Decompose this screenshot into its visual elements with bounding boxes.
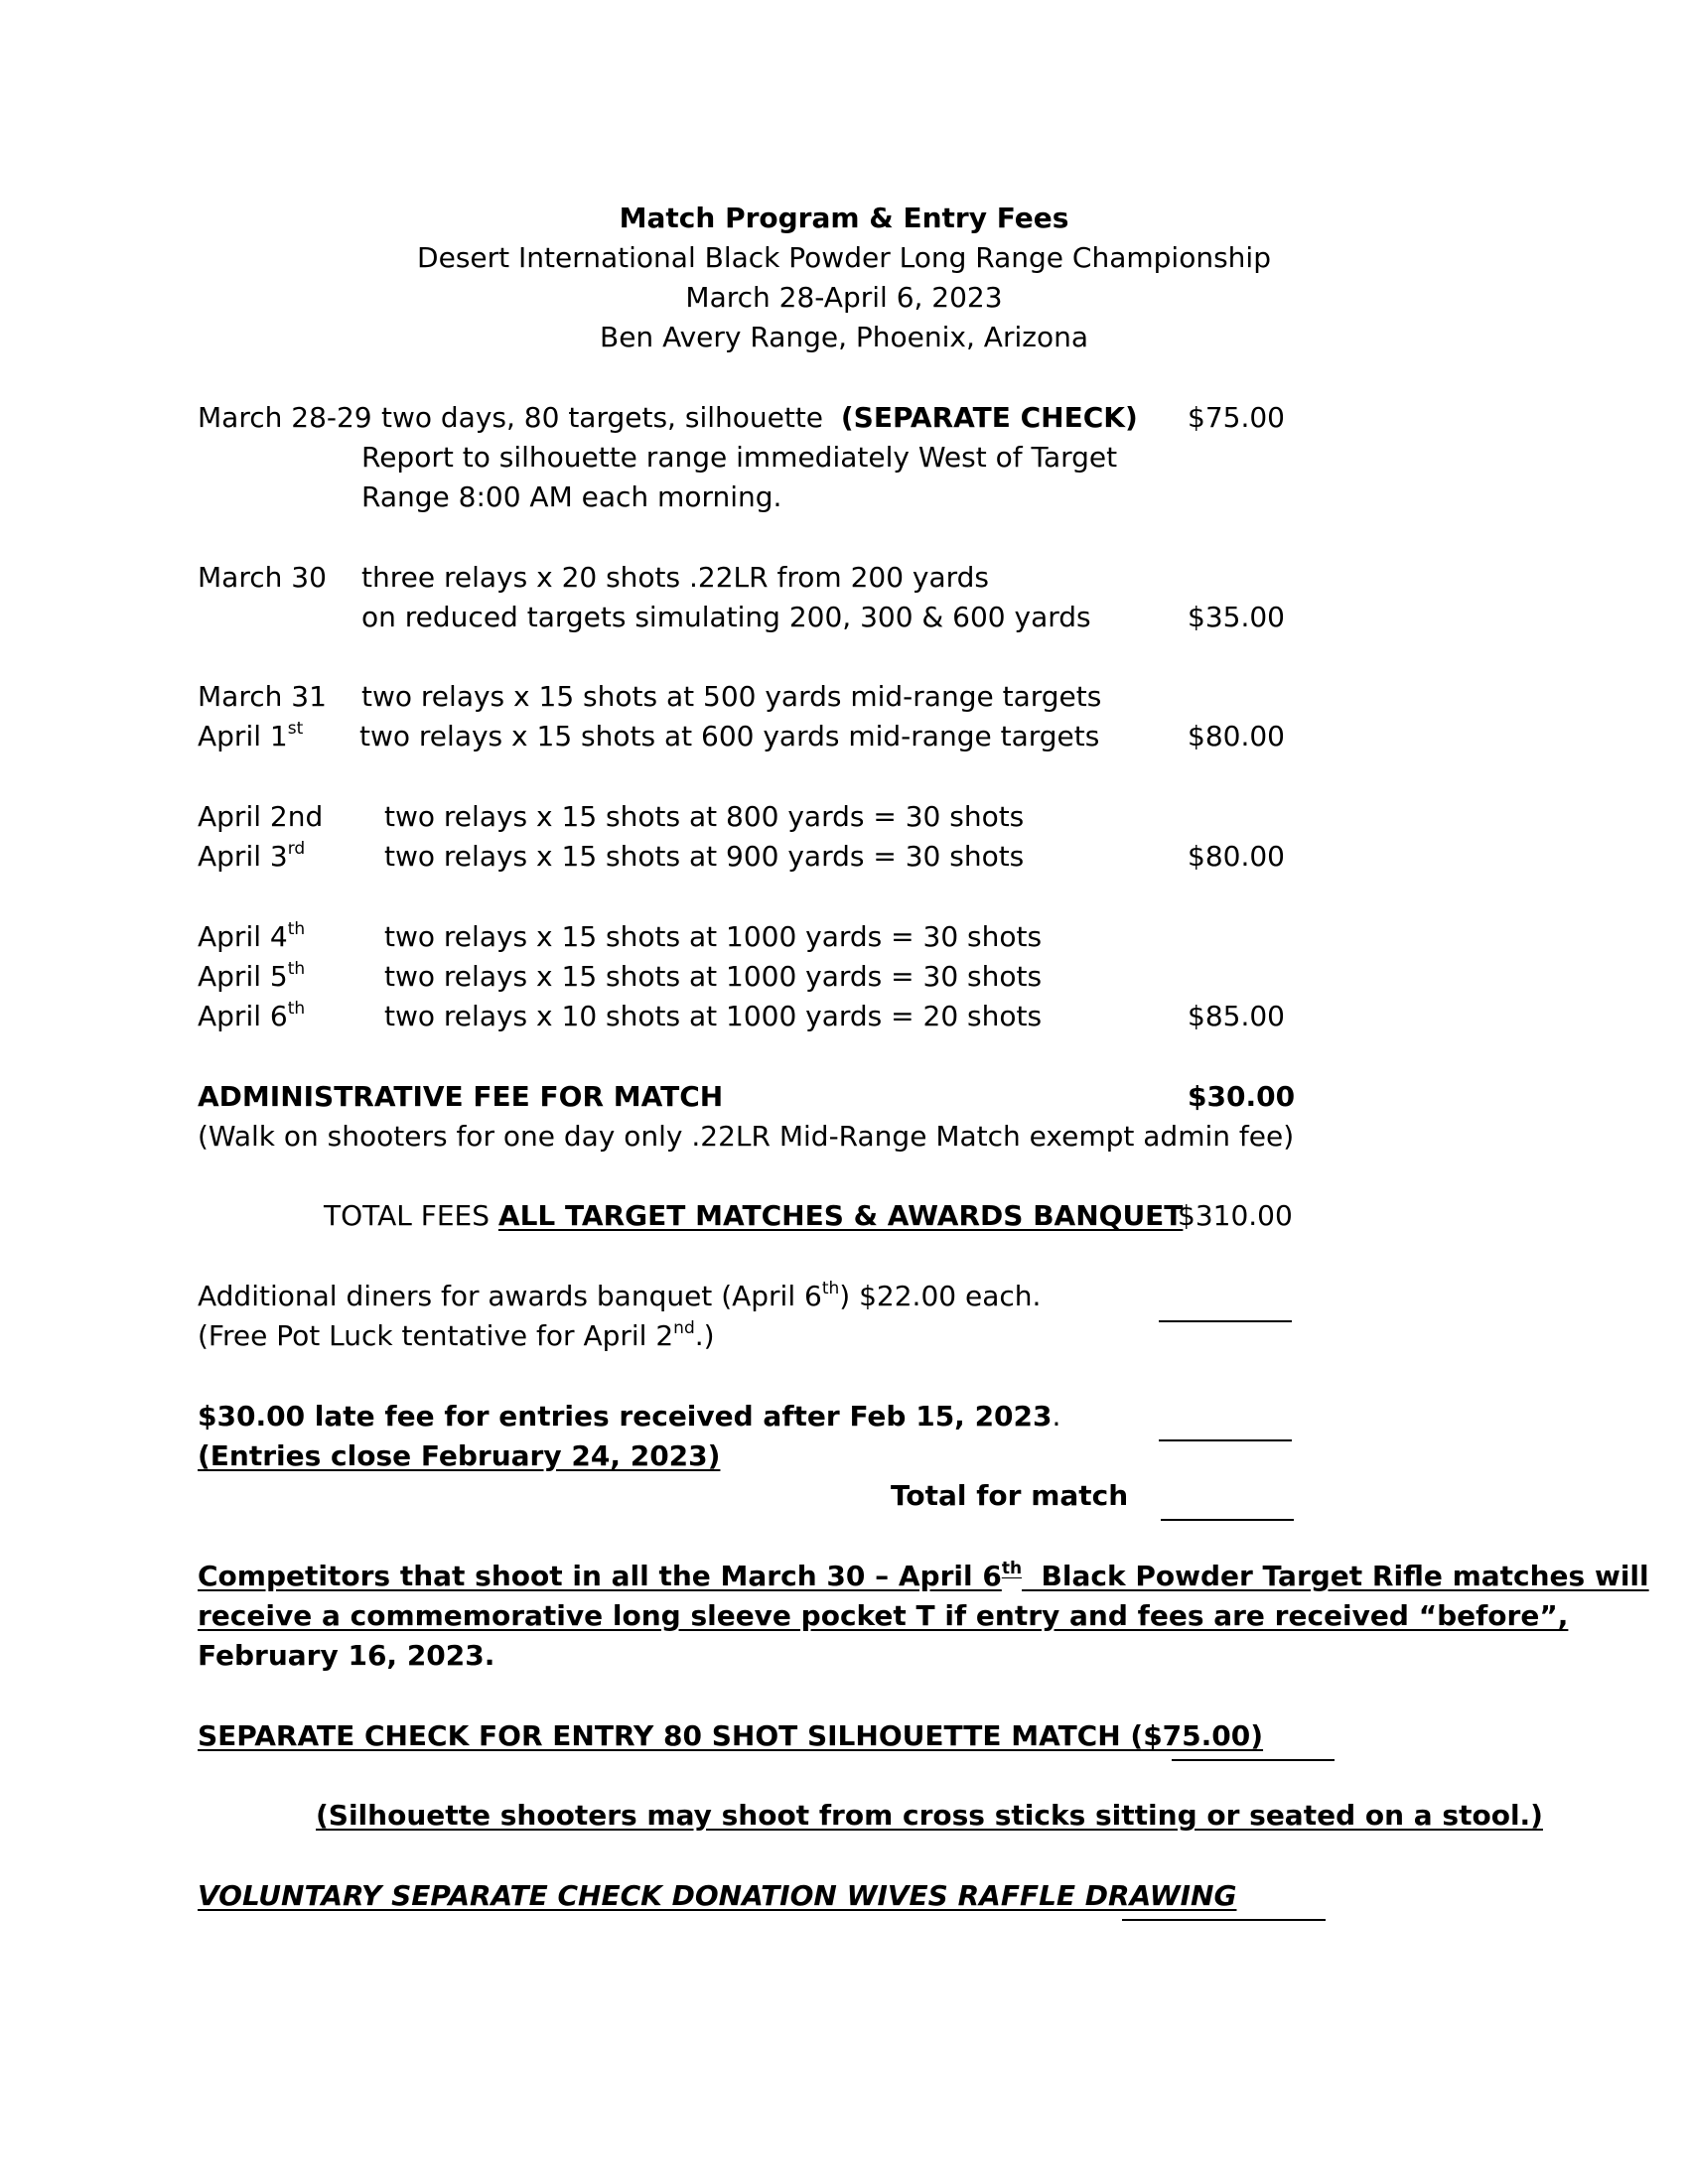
total-fees-amount: $310.00: [1178, 1199, 1293, 1232]
potluck-note: [198, 1318, 715, 1354]
longrange-date-1: April 2nd: [198, 800, 324, 833]
admin-fee-note: (Walk on shooters for one day only .22LR Mid-Range Match exempt admin fee): [198, 1120, 1295, 1153]
midrange-date-2-text: April 1: [198, 720, 288, 752]
total-fees-prefix: TOTAL FEES: [324, 1199, 490, 1232]
rimfire-line-2: on reduced targets simulating 200, 300 & 600 yards: [361, 601, 1091, 633]
separate-check-blank[interactable]: [1172, 1759, 1335, 1761]
midrange-date-2-sup: st: [287, 719, 304, 739]
longrange-date-2: [198, 839, 305, 875]
total-for-match-blank[interactable]: [1161, 1519, 1294, 1521]
thousand-desc-3: two relays x 10 shots at 1000 yards = 20 shots: [384, 1000, 1043, 1032]
thousand-date-3-sup: th: [287, 999, 306, 1019]
event-location: Ben Avery Range, Phoenix, Arizona: [600, 321, 1088, 353]
potluck-sup: nd: [673, 1318, 695, 1338]
shirt-line-1-sup: th: [1001, 1559, 1023, 1578]
diners-line: [198, 1279, 1041, 1314]
raffle-blank[interactable]: [1122, 1919, 1326, 1921]
shirt-line-1: [198, 1559, 1649, 1594]
thousand-date-1: [198, 919, 305, 955]
thousand-date-3-text: April 6: [198, 1000, 288, 1032]
silhouette-line-2: Report to silhouette range immediately West of Target: [361, 441, 1118, 474]
thousand-desc-2: two relays x 15 shots at 1000 yards = 30 shots: [384, 960, 1043, 993]
potluck-text-b: .): [694, 1319, 715, 1352]
shirt-line-1-a: Competitors that shoot in all the March 30 – April 6: [198, 1560, 1002, 1592]
total-fees-label: ALL TARGET MATCHES & AWARDS BANQUET: [497, 1199, 1184, 1232]
diners-text-a: Additional diners for awards banquet (April 6: [198, 1280, 822, 1312]
late-fee-blank[interactable]: [1159, 1439, 1292, 1441]
longrange-date-2-text: April 3: [198, 840, 288, 873]
midrange-date-1: March 31: [198, 680, 327, 713]
longrange-date-2-sup: rd: [287, 839, 306, 859]
total-fees-line: [324, 1198, 1183, 1234]
separate-check-note: (SEPARATE CHECK): [840, 401, 1138, 434]
thousand-date-2: [198, 959, 305, 995]
rimfire-fee: $35.00: [1188, 601, 1285, 633]
diners-blank[interactable]: [1159, 1320, 1292, 1322]
late-fee-period: .: [1052, 1400, 1061, 1433]
midrange-fee: $80.00: [1188, 720, 1285, 752]
event-name: Desert International Black Powder Long Range Championship: [417, 241, 1271, 274]
thousand-date-1-text: April 4: [198, 920, 288, 953]
event-dates: March 28-April 6, 2023: [685, 281, 1003, 314]
admin-fee-label: ADMINISTRATIVE FEE FOR MATCH: [198, 1080, 724, 1113]
silhouette-fee: $75.00: [1188, 401, 1285, 434]
shirt-line-1-b: Black Powder Target Rifle matches will: [1022, 1560, 1649, 1592]
late-fee-line: [198, 1399, 1060, 1434]
diners-text-b: ) $22.00 each.: [839, 1280, 1042, 1312]
late-fee-text: $30.00 late fee for entries received after Feb 15, 2023: [198, 1400, 1053, 1433]
total-for-match-label: Total for match: [891, 1479, 1129, 1512]
rimfire-line-1: three relays x 20 shots .22LR from 200 yards: [361, 561, 990, 594]
midrange-desc-1: two relays x 15 shots at 500 yards mid-range targets: [361, 680, 1102, 713]
midrange-date-2: [198, 719, 303, 754]
shirt-line-2: receive a commemorative long sleeve pocket T if entry and fees are received “before”,: [198, 1599, 1569, 1632]
shirt-line-3: February 16, 2023.: [198, 1639, 495, 1672]
rimfire-date: March 30: [198, 561, 327, 594]
thousand-date-2-sup: th: [287, 959, 306, 979]
page-title: Match Program & Entry Fees: [619, 202, 1069, 234]
entries-close: (Entries close February 24, 2023): [198, 1439, 721, 1472]
longrange-fee: $80.00: [1188, 840, 1285, 873]
admin-fee-amount: $30.00: [1188, 1080, 1296, 1113]
midrange-desc-2: two relays x 15 shots at 600 yards mid-range targets: [359, 720, 1100, 752]
separate-check-line: SEPARATE CHECK FOR ENTRY 80 SHOT SILHOUETTE MATCH ($75.00): [198, 1719, 1264, 1752]
longrange-desc-2: two relays x 15 shots at 900 yards = 30 shots: [384, 840, 1025, 873]
potluck-text-a: (Free Pot Luck tentative for April 2: [198, 1319, 674, 1352]
thousand-fee: $85.00: [1188, 1000, 1285, 1032]
longrange-desc-1: two relays x 15 shots at 800 yards = 30 shots: [384, 800, 1025, 833]
thousand-desc-1: two relays x 15 shots at 1000 yards = 30 shots: [384, 920, 1043, 953]
thousand-date-1-sup: th: [287, 919, 306, 939]
raffle-line: VOLUNTARY SEPARATE CHECK DONATION WIVES RAFFLE DRAWING: [198, 1879, 1237, 1912]
silhouette-date: March 28-29: [198, 401, 372, 434]
silhouette-desc: two days, 80 targets, silhouette: [381, 401, 824, 434]
thousand-date-3: [198, 999, 305, 1034]
silhouette-line-3: Range 8:00 AM each morning.: [361, 480, 782, 513]
diners-sup: th: [821, 1279, 840, 1298]
stool-note: (Silhouette shooters may shoot from cross sticks sitting or seated on a stool.): [316, 1799, 1543, 1832]
thousand-date-2-text: April 5: [198, 960, 288, 993]
silhouette-desc-line: [381, 400, 1138, 436]
